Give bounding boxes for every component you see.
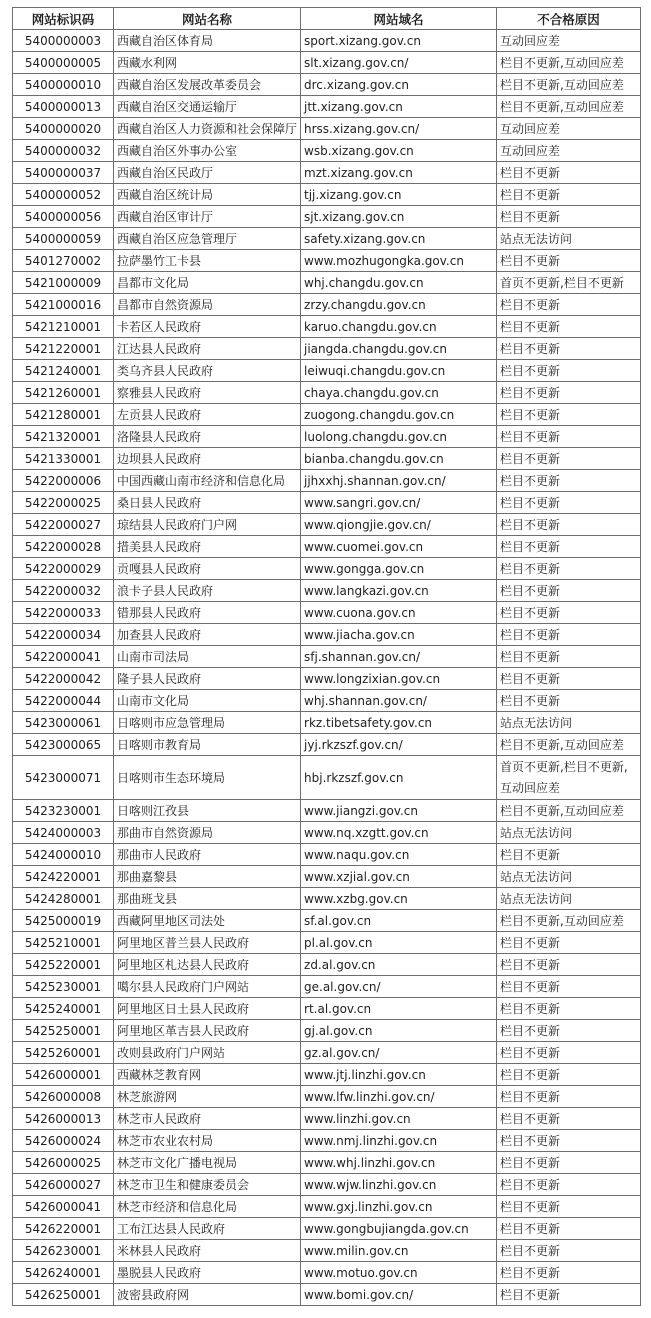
site-name-cell: 察雅县人民政府 <box>114 382 301 404</box>
site-name-cell: 那曲班戈县 <box>114 888 301 910</box>
reason-cell: 栏目不更新 <box>497 1174 641 1196</box>
reason-cell: 栏目不更新 <box>497 162 641 184</box>
site-domain-cell: jyj.rkzszf.gov.cn/ <box>301 734 497 756</box>
site-domain-cell: safety.xizang.gov.cn <box>301 228 497 250</box>
site-code-cell: 5425230001 <box>13 976 114 998</box>
table-row <box>13 118 641 140</box>
table-row <box>13 338 641 360</box>
site-code-cell: 5422000028 <box>13 536 114 558</box>
site-code-cell: 5425210001 <box>13 932 114 954</box>
reason-cell: 栏目不更新 <box>497 844 641 866</box>
table-row <box>13 1086 641 1108</box>
site-code-cell: 5421210001 <box>13 316 114 338</box>
table-row <box>13 426 641 448</box>
site-code-cell: 5421000009 <box>13 272 114 294</box>
table-body <box>13 30 641 1306</box>
table-row <box>13 690 641 712</box>
reason-cell: 栏目不更新 <box>497 580 641 602</box>
site-name-cell: 西藏自治区人力资源和社会保障厅 <box>114 118 301 140</box>
table-row <box>13 1196 641 1218</box>
reason-cell: 站点无法访问 <box>497 712 641 734</box>
site-domain-cell: www.xzbg.gov.cn <box>301 888 497 910</box>
site-code-cell: 5426000027 <box>13 1174 114 1196</box>
site-name-cell: 错那县人民政府 <box>114 602 301 624</box>
site-code-cell: 5426000024 <box>13 1130 114 1152</box>
table-row <box>13 492 641 514</box>
site-domain-cell: karuo.changdu.gov.cn <box>301 316 497 338</box>
header-site-code: 网站标识码 <box>13 8 114 30</box>
site-name-cell: 昌都市自然资源局 <box>114 294 301 316</box>
site-code-cell: 5422000041 <box>13 646 114 668</box>
table-row <box>13 162 641 184</box>
site-domain-cell: sport.xizang.gov.cn <box>301 30 497 52</box>
site-code-cell: 5426000013 <box>13 1108 114 1130</box>
table-row <box>13 1174 641 1196</box>
reason-cell: 栏目不更新 <box>497 514 641 536</box>
reason-cell: 栏目不更新 <box>497 1108 641 1130</box>
site-code-cell: 5424000003 <box>13 822 114 844</box>
site-code-cell: 5426230001 <box>13 1240 114 1262</box>
site-domain-cell: www.linzhi.gov.cn <box>301 1108 497 1130</box>
table-row <box>13 74 641 96</box>
site-name-cell: 西藏自治区交通运输厅 <box>114 96 301 118</box>
reason-cell: 栏目不更新 <box>497 624 641 646</box>
reason-cell: 栏目不更新 <box>497 1086 641 1108</box>
reason-cell: 栏目不更新,互动回应差 <box>497 96 641 118</box>
site-name-cell: 米林县人民政府 <box>114 1240 301 1262</box>
site-domain-cell: www.gongga.gov.cn <box>301 558 497 580</box>
site-name-cell: 波密县政府网 <box>114 1284 301 1306</box>
site-name-cell: 西藏阿里地区司法处 <box>114 910 301 932</box>
site-domain-cell: bianba.changdu.gov.cn <box>301 448 497 470</box>
site-domain-cell: www.naqu.gov.cn <box>301 844 497 866</box>
reason-cell: 栏目不更新 <box>497 1240 641 1262</box>
table-row <box>13 1152 641 1174</box>
table-row <box>13 250 641 272</box>
site-name-cell: 左贡县人民政府 <box>114 404 301 426</box>
site-code-cell: 5425250001 <box>13 1020 114 1042</box>
site-domain-cell: www.xzjial.gov.cn <box>301 866 497 888</box>
site-code-cell: 5422000034 <box>13 624 114 646</box>
site-domain-cell: www.milin.gov.cn <box>301 1240 497 1262</box>
site-domain-cell: hbj.rkzszf.gov.cn <box>301 756 497 800</box>
table-row <box>13 558 641 580</box>
table-row <box>13 1262 641 1284</box>
site-name-cell: 琼结县人民政府门户网 <box>114 514 301 536</box>
site-domain-cell: zrzy.changdu.gov.cn <box>301 294 497 316</box>
site-code-cell: 5400000056 <box>13 206 114 228</box>
site-domain-cell: www.jiacha.gov.cn <box>301 624 497 646</box>
table-row <box>13 1218 641 1240</box>
site-domain-cell: gz.al.gov.cn/ <box>301 1042 497 1064</box>
site-domain-cell: wsb.xizang.gov.cn <box>301 140 497 162</box>
unqualified-websites-table <box>12 7 641 1306</box>
table-row <box>13 1240 641 1262</box>
site-domain-cell: www.wjw.linzhi.gov.cn <box>301 1174 497 1196</box>
site-name-cell: 噶尔县人民政府门户网站 <box>114 976 301 998</box>
site-code-cell: 5426240001 <box>13 1262 114 1284</box>
table-row <box>13 1284 641 1306</box>
site-domain-cell: jiangda.changdu.gov.cn <box>301 338 497 360</box>
reason-cell: 栏目不更新 <box>497 690 641 712</box>
site-domain-cell: www.motuo.gov.cn <box>301 1262 497 1284</box>
table-row <box>13 888 641 910</box>
table-row <box>13 998 641 1020</box>
site-code-cell: 5423230001 <box>13 800 114 822</box>
site-code-cell: 5425000019 <box>13 910 114 932</box>
site-name-cell: 隆子县人民政府 <box>114 668 301 690</box>
site-code-cell: 5426000001 <box>13 1064 114 1086</box>
site-name-cell: 拉萨墨竹工卡县 <box>114 250 301 272</box>
reason-cell: 栏目不更新 <box>497 932 641 954</box>
site-code-cell: 5426000041 <box>13 1196 114 1218</box>
site-code-cell: 5426000008 <box>13 1086 114 1108</box>
site-code-cell: 5422000042 <box>13 668 114 690</box>
site-code-cell: 5422000025 <box>13 492 114 514</box>
site-domain-cell: luolong.changdu.gov.cn <box>301 426 497 448</box>
header-site-name: 网站名称 <box>114 8 301 30</box>
site-code-cell: 5423000071 <box>13 756 114 800</box>
site-code-cell: 5421330001 <box>13 448 114 470</box>
site-code-cell: 5400000059 <box>13 228 114 250</box>
site-name-cell: 阿里地区札达县人民政府 <box>114 954 301 976</box>
site-name-cell: 改则县政府门户网站 <box>114 1042 301 1064</box>
site-code-cell: 5421240001 <box>13 360 114 382</box>
site-name-cell: 西藏自治区民政厅 <box>114 162 301 184</box>
table-row <box>13 910 641 932</box>
site-name-cell: 日喀则市教育局 <box>114 734 301 756</box>
site-name-cell: 阿里地区普兰县人民政府 <box>114 932 301 954</box>
header-site-domain: 网站域名 <box>301 8 497 30</box>
site-name-cell: 西藏林芝教育网 <box>114 1064 301 1086</box>
site-domain-cell: ge.al.gov.cn/ <box>301 976 497 998</box>
site-domain-cell: www.gxj.linzhi.gov.cn <box>301 1196 497 1218</box>
reason-cell: 栏目不更新 <box>497 646 641 668</box>
site-name-cell: 卡若区人民政府 <box>114 316 301 338</box>
table-row <box>13 1042 641 1064</box>
site-domain-cell: rt.al.gov.cn <box>301 998 497 1020</box>
site-code-cell: 5422000006 <box>13 470 114 492</box>
site-domain-cell: zuogong.changdu.gov.cn <box>301 404 497 426</box>
reason-cell: 首页不更新,栏目不更新 <box>497 272 641 294</box>
reason-cell: 栏目不更新 <box>497 1130 641 1152</box>
reason-cell: 栏目不更新 <box>497 206 641 228</box>
site-name-cell: 措美县人民政府 <box>114 536 301 558</box>
site-domain-cell: jtt.xizang.gov.cn <box>301 96 497 118</box>
site-name-cell: 山南市司法局 <box>114 646 301 668</box>
table-row <box>13 360 641 382</box>
site-domain-cell: www.cuona.gov.cn <box>301 602 497 624</box>
reason-cell: 栏目不更新 <box>497 382 641 404</box>
reason-cell: 栏目不更新,互动回应差 <box>497 734 641 756</box>
reason-cell: 栏目不更新 <box>497 998 641 1020</box>
site-code-cell: 5426000025 <box>13 1152 114 1174</box>
site-name-cell: 西藏自治区发展改革委员会 <box>114 74 301 96</box>
table-row <box>13 206 641 228</box>
reason-cell: 栏目不更新 <box>497 184 641 206</box>
table-row <box>13 954 641 976</box>
site-domain-cell: www.cuomei.gov.cn <box>301 536 497 558</box>
site-name-cell: 贡嘎县人民政府 <box>114 558 301 580</box>
site-domain-cell: drc.xizang.gov.cn <box>301 74 497 96</box>
table-row <box>13 514 641 536</box>
site-domain-cell: whj.shannan.gov.cn/ <box>301 690 497 712</box>
table-row <box>13 822 641 844</box>
site-code-cell: 5423000061 <box>13 712 114 734</box>
table-row <box>13 184 641 206</box>
site-code-cell: 5426220001 <box>13 1218 114 1240</box>
site-code-cell: 5424280001 <box>13 888 114 910</box>
table-row <box>13 1108 641 1130</box>
site-domain-cell: pl.al.gov.cn <box>301 932 497 954</box>
reason-cell: 栏目不更新 <box>497 1064 641 1086</box>
reason-cell: 栏目不更新,互动回应差 <box>497 800 641 822</box>
site-code-cell: 5400000005 <box>13 52 114 74</box>
site-code-cell: 5424000010 <box>13 844 114 866</box>
reason-cell: 栏目不更新 <box>497 448 641 470</box>
site-name-cell: 林芝市卫生和健康委员会 <box>114 1174 301 1196</box>
table-row <box>13 382 641 404</box>
reason-cell: 栏目不更新 <box>497 1262 641 1284</box>
site-domain-cell: www.jtj.linzhi.gov.cn <box>301 1064 497 1086</box>
reason-cell: 栏目不更新 <box>497 668 641 690</box>
reason-cell: 站点无法访问 <box>497 888 641 910</box>
site-domain-cell: www.whj.linzhi.gov.cn <box>301 1152 497 1174</box>
table-row <box>13 470 641 492</box>
reason-cell: 栏目不更新 <box>497 1020 641 1042</box>
table-row <box>13 756 641 800</box>
site-code-cell: 5424220001 <box>13 866 114 888</box>
site-name-cell: 边坝县人民政府 <box>114 448 301 470</box>
site-domain-cell: www.bomi.gov.cn/ <box>301 1284 497 1306</box>
site-code-cell: 5422000033 <box>13 602 114 624</box>
site-name-cell: 那曲嘉黎县 <box>114 866 301 888</box>
reason-cell: 栏目不更新,互动回应差 <box>497 74 641 96</box>
reason-cell: 栏目不更新 <box>497 404 641 426</box>
reason-cell: 站点无法访问 <box>497 822 641 844</box>
site-domain-cell: www.nq.xzgtt.gov.cn <box>301 822 497 844</box>
site-code-cell: 5421220001 <box>13 338 114 360</box>
site-name-cell: 日喀则市生态环境局 <box>114 756 301 800</box>
reason-cell: 栏目不更新 <box>497 1218 641 1240</box>
site-code-cell: 5425240001 <box>13 998 114 1020</box>
site-code-cell: 5400000052 <box>13 184 114 206</box>
site-domain-cell: www.jiangzi.gov.cn <box>301 800 497 822</box>
site-code-cell: 5421320001 <box>13 426 114 448</box>
site-name-cell: 江达县人民政府 <box>114 338 301 360</box>
reason-cell: 栏目不更新,互动回应差 <box>497 910 641 932</box>
site-code-cell: 5426250001 <box>13 1284 114 1306</box>
reason-cell: 栏目不更新 <box>497 536 641 558</box>
site-code-cell: 5425220001 <box>13 954 114 976</box>
site-name-cell: 林芝市农业农村局 <box>114 1130 301 1152</box>
table-row <box>13 52 641 74</box>
site-domain-cell: www.lfw.linzhi.gov.cn/ <box>301 1086 497 1108</box>
table-row <box>13 96 641 118</box>
site-code-cell: 5422000029 <box>13 558 114 580</box>
site-domain-cell: www.sangri.gov.cn/ <box>301 492 497 514</box>
site-name-cell: 阿里地区日土县人民政府 <box>114 998 301 1020</box>
table-row <box>13 844 641 866</box>
site-code-cell: 5422000027 <box>13 514 114 536</box>
site-name-cell: 林芝市人民政府 <box>114 1108 301 1130</box>
table-row <box>13 1064 641 1086</box>
site-domain-cell: sfj.shannan.gov.cn/ <box>301 646 497 668</box>
site-domain-cell: mzt.xizang.gov.cn <box>301 162 497 184</box>
table-row <box>13 624 641 646</box>
reason-cell: 栏目不更新 <box>497 316 641 338</box>
site-name-cell: 那曲市人民政府 <box>114 844 301 866</box>
reason-cell: 首页不更新,栏目不更新,互动回应差 <box>497 756 641 800</box>
site-code-cell: 5401270002 <box>13 250 114 272</box>
site-domain-cell: www.langkazi.gov.cn <box>301 580 497 602</box>
reason-cell: 栏目不更新 <box>497 360 641 382</box>
reason-cell: 互动回应差 <box>497 118 641 140</box>
reason-cell: 栏目不更新 <box>497 602 641 624</box>
table-row <box>13 646 641 668</box>
reason-cell: 站点无法访问 <box>497 228 641 250</box>
table-row <box>13 228 641 250</box>
table-row <box>13 30 641 52</box>
site-name-cell: 西藏水利网 <box>114 52 301 74</box>
table-row <box>13 1020 641 1042</box>
site-domain-cell: gj.al.gov.cn <box>301 1020 497 1042</box>
site-code-cell: 5400000037 <box>13 162 114 184</box>
site-name-cell: 墨脱县人民政府 <box>114 1262 301 1284</box>
table-row <box>13 866 641 888</box>
reason-cell: 栏目不更新 <box>497 426 641 448</box>
site-name-cell: 昌都市文化局 <box>114 272 301 294</box>
site-name-cell: 日喀则江孜县 <box>114 800 301 822</box>
reason-cell: 栏目不更新 <box>497 954 641 976</box>
table-row <box>13 976 641 998</box>
site-name-cell: 浪卡子县人民政府 <box>114 580 301 602</box>
reason-cell: 栏目不更新 <box>497 338 641 360</box>
site-domain-cell: www.gongbujiangda.gov.cn <box>301 1218 497 1240</box>
site-code-cell: 5400000020 <box>13 118 114 140</box>
table-row <box>13 602 641 624</box>
site-domain-cell: sjt.xizang.gov.cn <box>301 206 497 228</box>
site-domain-cell: www.mozhugongka.gov.cn <box>301 250 497 272</box>
site-name-cell: 山南市文化局 <box>114 690 301 712</box>
site-name-cell: 那曲市自然资源局 <box>114 822 301 844</box>
site-code-cell: 5421260001 <box>13 382 114 404</box>
site-domain-cell: slt.xizang.gov.cn/ <box>301 52 497 74</box>
site-domain-cell: jjhxxhj.shannan.gov.cn/ <box>301 470 497 492</box>
table-row <box>13 1130 641 1152</box>
reason-cell: 栏目不更新 <box>497 1196 641 1218</box>
site-name-cell: 林芝市文化广播电视局 <box>114 1152 301 1174</box>
table-row <box>13 404 641 426</box>
reason-cell: 栏目不更新 <box>497 1152 641 1174</box>
site-domain-cell: whj.changdu.gov.cn <box>301 272 497 294</box>
site-code-cell: 5421000016 <box>13 294 114 316</box>
site-code-cell: 5400000003 <box>13 30 114 52</box>
site-domain-cell: zd.al.gov.cn <box>301 954 497 976</box>
site-domain-cell: www.longzixian.gov.cn <box>301 668 497 690</box>
reason-cell: 栏目不更新 <box>497 1042 641 1064</box>
reason-cell: 互动回应差 <box>497 140 641 162</box>
reason-cell: 栏目不更新 <box>497 250 641 272</box>
table-row <box>13 536 641 558</box>
site-name-cell: 西藏自治区应急管理厅 <box>114 228 301 250</box>
table-row <box>13 140 641 162</box>
site-domain-cell: tjj.xizang.gov.cn <box>301 184 497 206</box>
site-domain-cell: sf.al.gov.cn <box>301 910 497 932</box>
reason-cell: 站点无法访问 <box>497 866 641 888</box>
reason-cell: 栏目不更新 <box>497 976 641 998</box>
site-name-cell: 林芝旅游网 <box>114 1086 301 1108</box>
site-name-cell: 桑日县人民政府 <box>114 492 301 514</box>
site-name-cell: 西藏自治区外事办公室 <box>114 140 301 162</box>
table-row <box>13 712 641 734</box>
site-name-cell: 西藏自治区体育局 <box>114 30 301 52</box>
reason-cell: 栏目不更新 <box>497 1284 641 1306</box>
site-domain-cell: www.qiongjie.gov.cn/ <box>301 514 497 536</box>
site-domain-cell: hrss.xizang.gov.cn/ <box>301 118 497 140</box>
table-row <box>13 272 641 294</box>
site-name-cell: 中国西藏山南市经济和信息化局 <box>114 470 301 492</box>
site-code-cell: 5425260001 <box>13 1042 114 1064</box>
reason-cell: 栏目不更新 <box>497 558 641 580</box>
site-code-cell: 5422000032 <box>13 580 114 602</box>
reason-cell: 互动回应差 <box>497 30 641 52</box>
table-row <box>13 668 641 690</box>
table-row <box>13 448 641 470</box>
site-code-cell: 5400000032 <box>13 140 114 162</box>
site-domain-cell: rkz.tibetsafety.gov.cn <box>301 712 497 734</box>
site-domain-cell: leiwuqi.changdu.gov.cn <box>301 360 497 382</box>
table-row <box>13 800 641 822</box>
reason-cell: 栏目不更新,互动回应差 <box>497 52 641 74</box>
header-reason: 不合格原因 <box>497 8 641 30</box>
site-name-cell: 日喀则市应急管理局 <box>114 712 301 734</box>
site-name-cell: 西藏自治区审计厅 <box>114 206 301 228</box>
site-code-cell: 5421280001 <box>13 404 114 426</box>
site-code-cell: 5423000065 <box>13 734 114 756</box>
site-name-cell: 工布江达县人民政府 <box>114 1218 301 1240</box>
site-code-cell: 5400000010 <box>13 74 114 96</box>
site-name-cell: 阿里地区革吉县人民政府 <box>114 1020 301 1042</box>
table-header-row <box>13 8 641 30</box>
table-row <box>13 294 641 316</box>
site-name-cell: 林芝市经济和信息化局 <box>114 1196 301 1218</box>
site-domain-cell: www.nmj.linzhi.gov.cn <box>301 1130 497 1152</box>
table-row <box>13 316 641 338</box>
site-domain-cell: chaya.changdu.gov.cn <box>301 382 497 404</box>
reason-cell: 栏目不更新 <box>497 492 641 514</box>
site-name-cell: 洛隆县人民政府 <box>114 426 301 448</box>
table-row <box>13 580 641 602</box>
table-row <box>13 734 641 756</box>
reason-cell: 栏目不更新 <box>497 294 641 316</box>
site-name-cell: 类乌齐县人民政府 <box>114 360 301 382</box>
site-name-cell: 加查县人民政府 <box>114 624 301 646</box>
site-code-cell: 5422000044 <box>13 690 114 712</box>
site-name-cell: 西藏自治区统计局 <box>114 184 301 206</box>
site-code-cell: 5400000013 <box>13 96 114 118</box>
reason-cell: 栏目不更新 <box>497 470 641 492</box>
table-row <box>13 932 641 954</box>
